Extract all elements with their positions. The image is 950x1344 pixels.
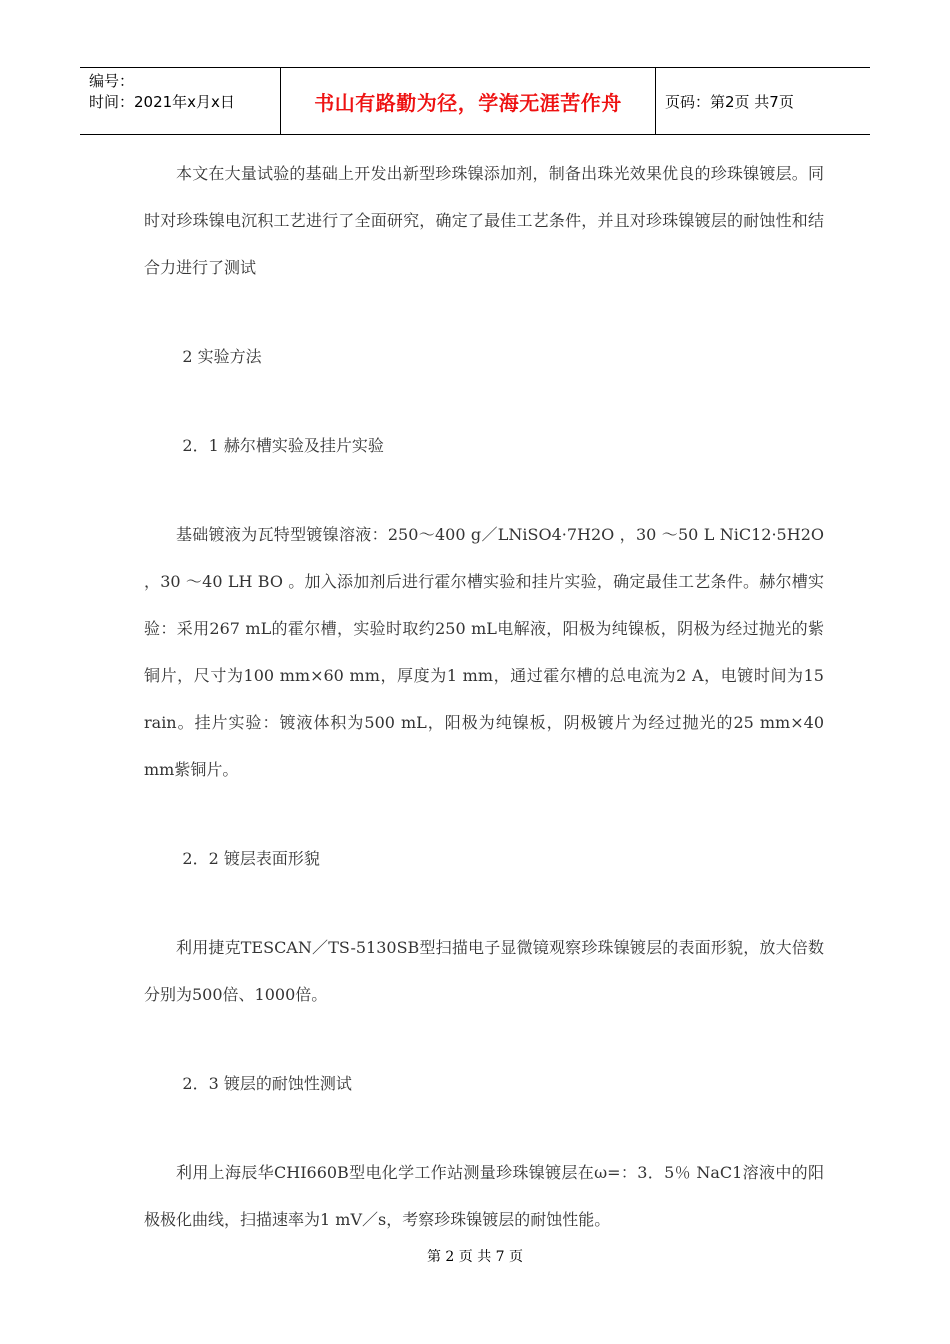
section-heading-2-3: 2．3 镀层的耐蚀性测试 — [182, 1074, 352, 1093]
intro-paragraph: 本文在大量试验的基础上开发出新型珍珠镍添加剂，制备出珠光效果优良的珍珠镍镀层。同时对珍珠镍电沉积工艺进行了全面研究，确定了最佳工艺条件，并且对珍珠镍镀层的耐蚀性和结合力进行了测试 — [144, 164, 824, 277]
document-time-label: 时间：2021年x月x日 — [89, 93, 235, 111]
paragraph-2-2: 利用捷克TESCAN／TS-5130SB型扫描电子显微镜观察珍珠镍镀层的表面形貌，放大倍数分别为500倍、1000倍。 — [144, 938, 824, 1004]
page-header — [80, 67, 870, 135]
paragraph-2-1: 基础镀液为瓦特型镀镍溶液：250～400 g／LNiSO4·7H2O ，30 ～50 L NiC12·5H2O ，30 ～40 LH BO 。加入添加剂后进行霍尔槽实验和挂片实验，确定最佳工艺条件。赫尔槽实验：采用267 mL的霍尔槽，实验时取约250 mL电解液，阳极为纯镍板，阴极为经过抛光的紫铜片，尺寸为100 mm×60 mm，厚度为1 mm，通过霍尔槽的总电流为2 A，电镀时间为15 rain。挂片实验：镀液体积为500 mL，阳极为纯镍板，阴极镀片为经过抛光的25 mm×40 mm紫铜片。 — [144, 525, 824, 779]
page-footer: 第 2 页 共 7 页 — [426, 1249, 524, 1265]
document-number-label: 编号： — [89, 72, 135, 90]
header-info-cell — [80, 68, 281, 134]
header-page-number: 页码：第2页 共7页 — [665, 92, 794, 111]
section-heading-2-1: 2．1 赫尔槽实验及挂片实验 — [182, 436, 384, 455]
document-body — [144, 150, 824, 1243]
section-heading-2: 2 实验方法 — [182, 347, 262, 366]
section-heading-2-2: 2．2 镀层表面形貌 — [182, 849, 320, 868]
paragraph-2-3: 利用上海辰华CHI660B型电化学工作站测量珍珠镍镀层在ω=：3．5％ NaC1溶液中的阳极极化曲线，扫描速率为1 mV／s，考察珍珠镍镀层的耐蚀性能。 — [144, 1163, 824, 1229]
header-motto: 书山有路勤为径，学海无涯苦作舟 — [281, 68, 656, 134]
